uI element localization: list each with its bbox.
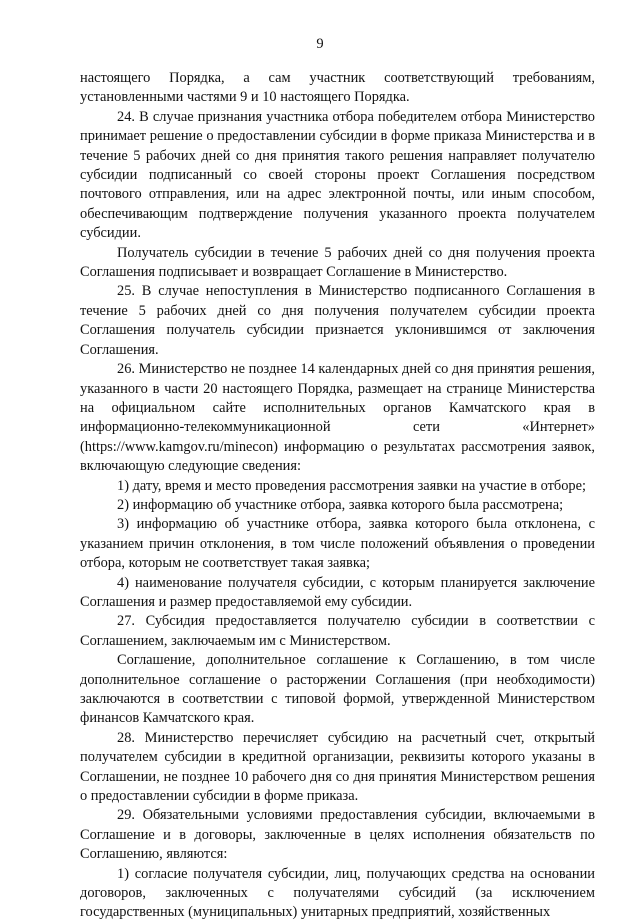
paragraph: 29. Обязательными условиями предоставления субсидии, включаемыми в Соглашение и в договоры, заключенные в целях исполнения обязательств по Соглашению, являются: <box>80 807 595 863</box>
list-item: 1) дату, время и место проведения рассмотрения заявки на участие в отборе; <box>117 477 586 494</box>
document-body <box>80 69 595 923</box>
list-item: 4) наименование получателя субсидии, с которым планируется заключение Соглашения и размер предоставляемой ему субсидии. <box>80 574 595 610</box>
list-item: 3) информацию об участнике отбора, заявка которого была отклонена, с указанием причин отклонения, в том числе положений объявления о проведении отбора, которым не соответствует такая заявка; <box>80 516 595 572</box>
page-number: 9 <box>316 36 324 52</box>
paragraph: Соглашение, дополнительное соглашение к Соглашению, в том числе дополнительное соглашение о расторжении Соглашения (при необходимости) заключаются в соответствии с типовой формой, утвержденной Министерством финансов Камчатского края. <box>80 652 595 727</box>
paragraph: Получатель субсидии в течение 5 рабочих дней со дня получения проекта Соглашения подписывает и возвращает Соглашение в Министерство. <box>80 244 595 281</box>
list-item: 1) согласие получателя субсидии, лиц, получающих средства на основании договоров, заключенных с получателями субсидий (за исключением государственных (муниципальных) унитарных предприятий, хозяйственных <box>80 865 595 921</box>
paragraph: 26. Министерство не позднее 14 календарных дней со дня принятия решения, указанного в части 20 настоящего Порядка, размещает на странице Министерства на официальном сайте исполнительных органов Камчатского края в информационно-телекоммуникационной сети «Интернет» (https://www.kamgov.ru/minecon) информацию о результатах рассмотрения заявок, включающую следующие сведения: <box>80 361 595 475</box>
paragraph: настоящего Порядка, а сам участник соответствующий требованиям, установленными частями 9 и 10 настоящего Порядка. <box>80 70 595 106</box>
paragraph: 24. В случае признания участника отбора победителем отбора Министерство принимает решение о предоставлении субсидии в форме приказа Министерства и в течение 5 рабочих дней со дня принятия такого решения направляет получателю субсидии подписанный со своей стороны проект Соглашения посредством почтового отправления, или на адрес электронной почты, или иным способом, обеспечивающим подтверждение получения указанного проекта получателем субсидии. <box>80 108 595 242</box>
paragraph: 27. Субсидия предоставляется получателю субсидии в соответствии с Соглашением, заключаемым им с Министерством. <box>80 613 595 649</box>
paragraph: 28. Министерство перечисляет субсидию на расчетный счет, открытый получателем субсидии в кредитной организации, реквизиты которого указаны в Соглашении, не позднее 10 рабочего дня со дня принятия Министерством решения о предоставлении субсидии в форме приказа. <box>80 729 595 805</box>
list-item: 2) информацию об участнике отбора, заявка которого была рассмотрена; <box>117 496 564 513</box>
paragraph: 25. В случае непоступления в Министерство подписанного Соглашения в течение 5 рабочих дней со дня получения получателем субсидии проекта Соглашения получатель субсидии признается уклонившимся от заключения Соглашения. <box>80 283 595 358</box>
